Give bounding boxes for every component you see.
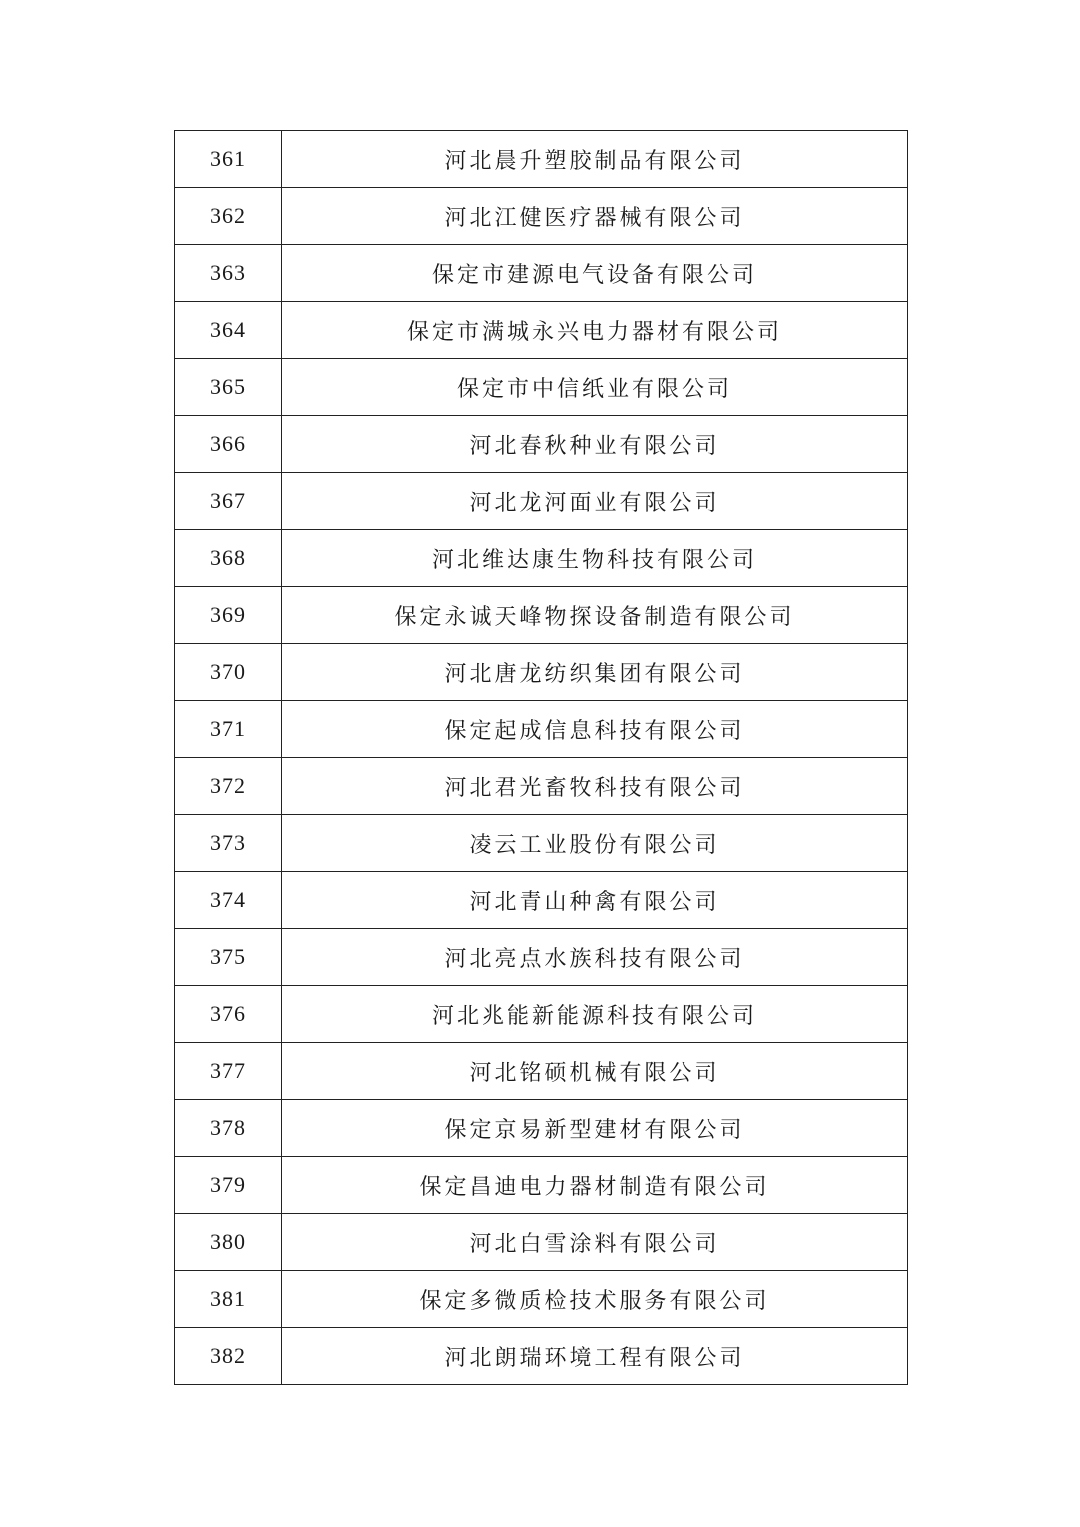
table-row <box>175 587 908 644</box>
row-number: 375 <box>175 929 282 986</box>
company-name: 河北晨升塑胶制品有限公司 <box>282 131 908 188</box>
row-number: 369 <box>175 587 282 644</box>
row-number: 380 <box>175 1214 282 1271</box>
company-name: 河北白雪涂料有限公司 <box>282 1214 908 1271</box>
row-number: 370 <box>175 644 282 701</box>
row-number: 371 <box>175 701 282 758</box>
company-name: 保定多微质检技术服务有限公司 <box>282 1271 908 1328</box>
row-number: 367 <box>175 473 282 530</box>
company-name: 保定市满城永兴电力器材有限公司 <box>282 302 908 359</box>
row-number: 379 <box>175 1157 282 1214</box>
company-name: 保定昌迪电力器材制造有限公司 <box>282 1157 908 1214</box>
company-name: 河北龙河面业有限公司 <box>282 473 908 530</box>
table-row <box>175 188 908 245</box>
company-name: 保定京易新型建材有限公司 <box>282 1100 908 1157</box>
table-row <box>175 302 908 359</box>
table-row <box>175 872 908 929</box>
company-name: 河北春秋种业有限公司 <box>282 416 908 473</box>
row-number: 364 <box>175 302 282 359</box>
row-number: 362 <box>175 188 282 245</box>
company-name: 凌云工业股份有限公司 <box>282 815 908 872</box>
company-name: 保定市中信纸业有限公司 <box>282 359 908 416</box>
row-number: 382 <box>175 1328 282 1385</box>
row-number: 363 <box>175 245 282 302</box>
row-number: 366 <box>175 416 282 473</box>
row-number: 377 <box>175 1043 282 1100</box>
table-row <box>175 1328 908 1385</box>
company-name: 河北朗瑞环境工程有限公司 <box>282 1328 908 1385</box>
table-row <box>175 644 908 701</box>
table-row <box>175 530 908 587</box>
company-name: 河北兆能新能源科技有限公司 <box>282 986 908 1043</box>
row-number: 373 <box>175 815 282 872</box>
table-row <box>175 986 908 1043</box>
row-number: 381 <box>175 1271 282 1328</box>
table-row <box>175 473 908 530</box>
row-number: 368 <box>175 530 282 587</box>
table-row <box>175 701 908 758</box>
row-number: 365 <box>175 359 282 416</box>
table-row <box>175 359 908 416</box>
row-number: 378 <box>175 1100 282 1157</box>
row-number: 372 <box>175 758 282 815</box>
row-number: 374 <box>175 872 282 929</box>
table-row <box>175 758 908 815</box>
company-name: 保定市建源电气设备有限公司 <box>282 245 908 302</box>
company-name: 河北唐龙纺织集团有限公司 <box>282 644 908 701</box>
table-row <box>175 1271 908 1328</box>
company-list-table <box>174 130 908 1385</box>
table-row <box>175 416 908 473</box>
table-row <box>175 245 908 302</box>
company-name: 河北君光畜牧科技有限公司 <box>282 758 908 815</box>
row-number: 376 <box>175 986 282 1043</box>
company-name: 河北江健医疗器械有限公司 <box>282 188 908 245</box>
company-name: 河北青山种禽有限公司 <box>282 872 908 929</box>
company-name: 河北铭硕机械有限公司 <box>282 1043 908 1100</box>
table-row <box>175 1214 908 1271</box>
table-row <box>175 1100 908 1157</box>
company-name: 河北维达康生物科技有限公司 <box>282 530 908 587</box>
table-row <box>175 1157 908 1214</box>
table-row <box>175 929 908 986</box>
company-name: 保定永诚天峰物探设备制造有限公司 <box>282 587 908 644</box>
table-row <box>175 131 908 188</box>
company-name: 保定起成信息科技有限公司 <box>282 701 908 758</box>
table-row <box>175 1043 908 1100</box>
row-number: 361 <box>175 131 282 188</box>
company-name: 河北亮点水族科技有限公司 <box>282 929 908 986</box>
table-row <box>175 815 908 872</box>
